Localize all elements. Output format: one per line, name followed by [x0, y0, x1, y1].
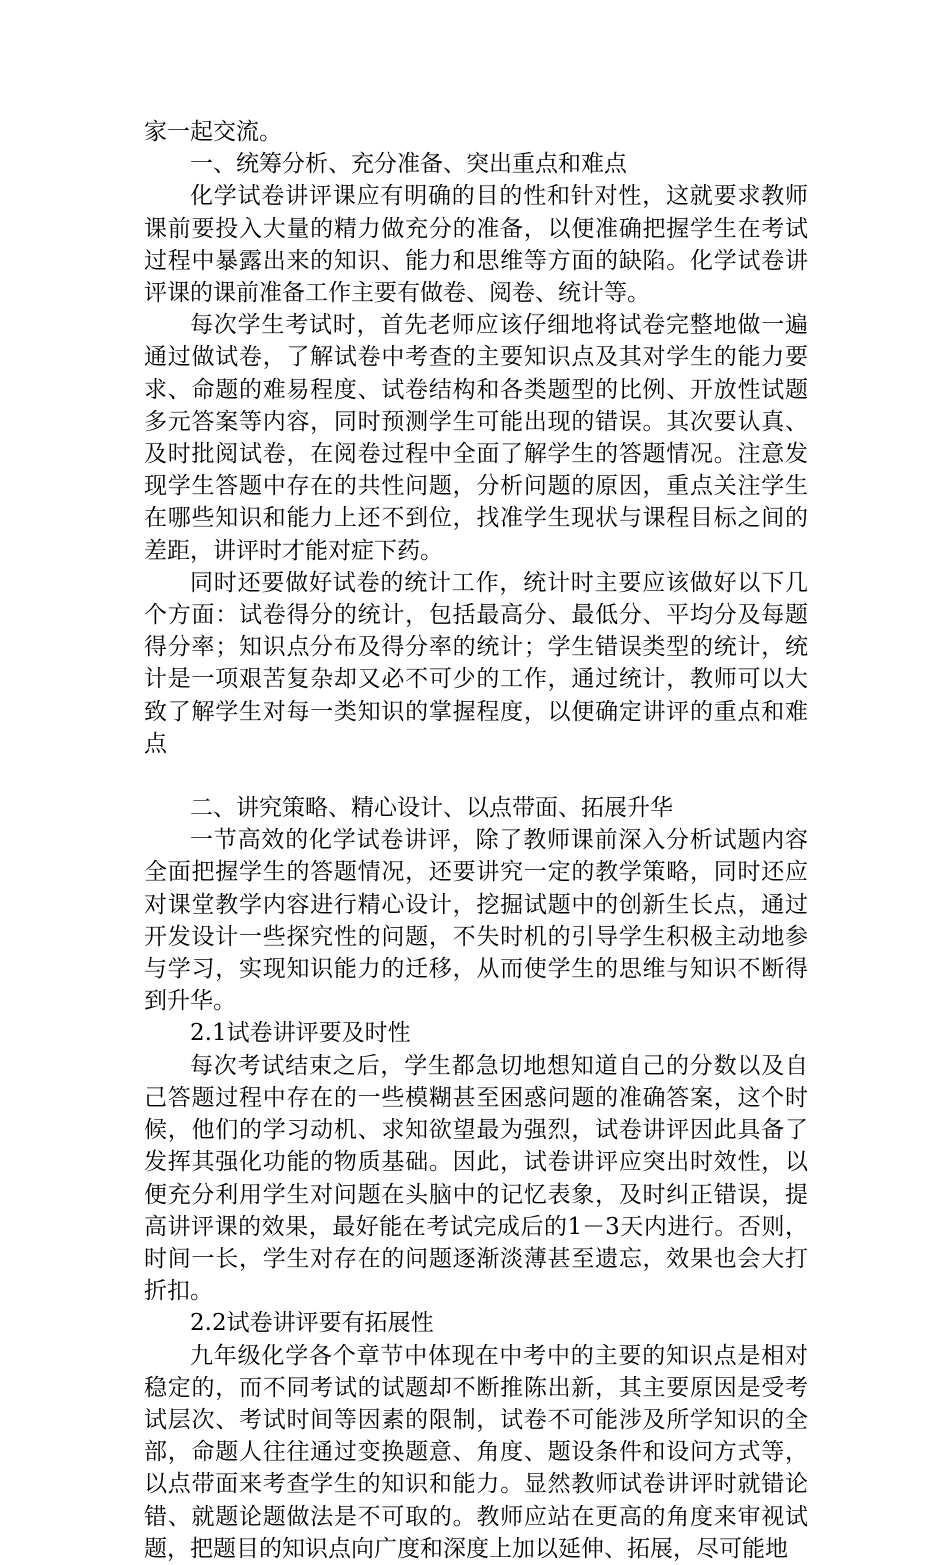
- section-heading: 一、统筹分析、充分准备、突出重点和难点: [190, 151, 627, 178]
- section-heading: 2.2试卷讲评要有拓展性: [190, 1310, 434, 1337]
- paragraph-gap: [144, 760, 808, 792]
- document-body: [144, 116, 808, 1565]
- body-paragraph: 一节高效的化学试卷讲评，除了教师课前深入分析试题内容全面把握学生的答题情况，还要讲究一定的教学策略，同时还应对课堂教学内容进行精心设计，挖掘试题中的创新生长点，通过开发设计一些探究性的问题，不失时机的引导学生积极主动地参与学习，实现知识能力的迁移，从而使学生的思维与知识不断得到升华。: [144, 827, 808, 1015]
- section-heading: 2.1试卷讲评要及时性: [190, 1020, 411, 1047]
- body-paragraph: 每次学生考试时，首先老师应该仔细地将试卷完整地做一遍通过做试卷，了解试卷中考查的主要知识点及其对学生的能力要求、命题的难易程度、试卷结构和各类题型的比例、开放性试题多元答案等内容，同时预测学生可能出现的错误。其次要认真、及时批阅试卷，在阅卷过程中全面了解学生的答题情况。注意发现学生答题中存在的共性问题，分析问题的原因，重点关注学生在哪些知识和能力上还不到位，找准学生现状与课程目标之间的差距，讲评时才能对症下药。: [144, 312, 808, 564]
- body-paragraph: 化学试卷讲评课应有明确的目的性和针对性，这就要求教师课前要投入大量的精力做充分的准备，以便准确把握学生在考试过程中暴露出来的知识、能力和思维等方面的缺陷。化学试卷讲评课的课前准备工作主要有做卷、阅卷、统计等。: [144, 183, 808, 307]
- body-paragraph: 每次考试结束之后，学生都急切地想知道自己的分数以及自己答题过程中存在的一些模糊甚至困惑问题的准确答案，这个时候，他们的学习动机、求知欲望最为强烈，试卷讲评因此具备了发挥其强化功能的物质基础。因此，试卷讲评应突出时效性，以便充分利用学生对问题在头脑中的记忆表象，及时纠正错误，提高讲评课的效果，最好能在考试完成后的1－3天内进行。否则，时间一长，学生对存在的问题逐渐淡薄甚至遗忘，效果也会大打折扣。: [144, 1052, 808, 1305]
- body-paragraph: 九年级化学各个章节中体现在中考中的主要的知识点是相对稳定的，而不同考试的试题却不断推陈出新，其主要原因是受考试层次、考试时间等因素的限制，试卷不可能涉及所学知识的全部，命题人往往通过变换题意、角度、题设条件和设问方式等，以点带面来考查学生的知识和能力。显然教师试卷讲评时就错论错、就题论题做法是不可取的。教师应站在更高的角度来审视试题，把题目的知识点向广度和深度上加以延伸、拓展，尽可能地: [144, 1342, 808, 1562]
- body-paragraph: 同时还要做好试卷的统计工作，统计时主要应该做好以下几个方面：试卷得分的统计，包括最高分、最低分、平均分及每题得分率；知识点分布及得分率的统计；学生错误类型的统计，统计是一项艰苦复杂却又必不可少的工作，通过统计，教师可以大致了解学生对每一类知识的掌握程度，以便确定讲评的重点和难点: [144, 569, 808, 757]
- body-paragraph: 家一起交流。: [144, 119, 282, 145]
- section-heading: 二、讲究策略、精心设计、以点带面、拓展升华: [190, 795, 673, 822]
